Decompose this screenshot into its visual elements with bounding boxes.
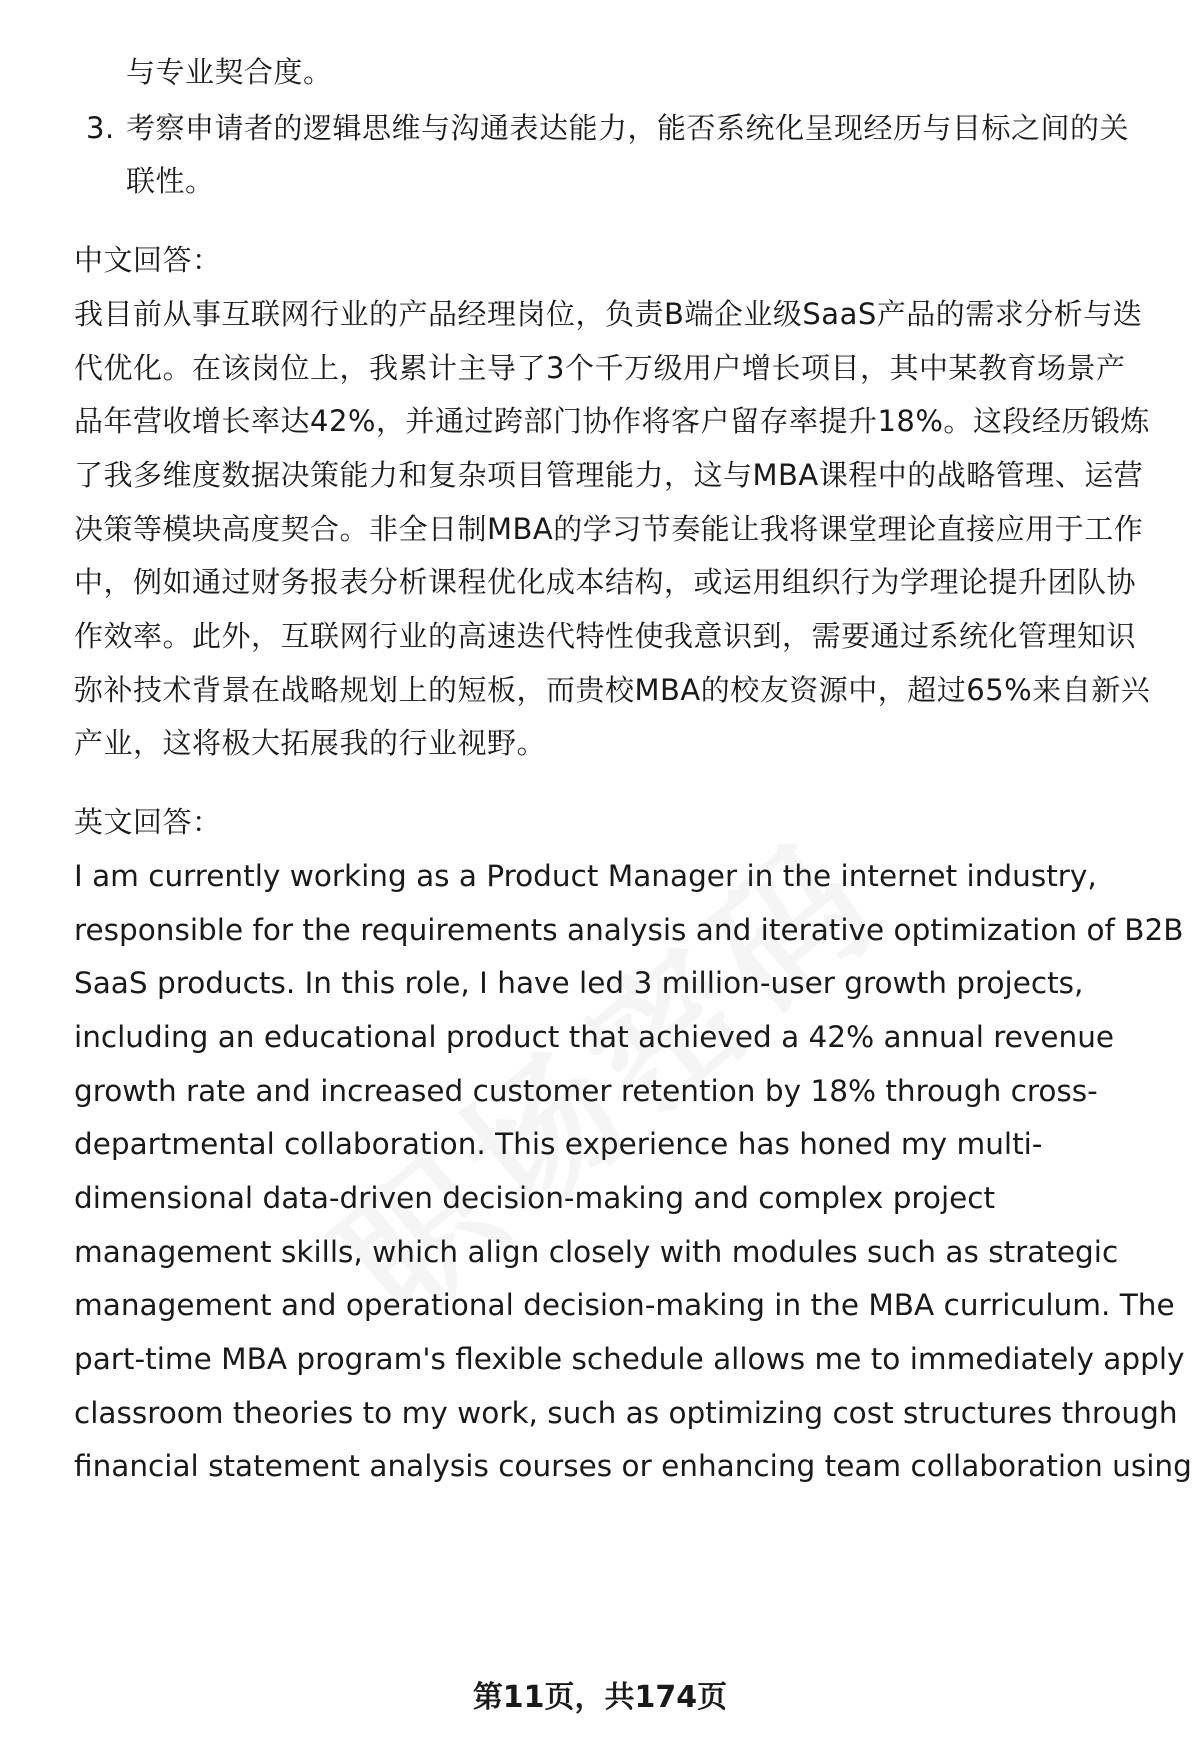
en-answer-line: departmental collaboration. This experience has honed my multi- [74,1127,1043,1161]
list-item-line: 联性。 [126,164,215,198]
en-answer-line: management skills, which align closely with modules such as strategic [74,1235,1119,1269]
en-answer-line: part-time MBA program's flexible schedule allows me to immediately apply [74,1342,1185,1376]
list-item-line: 考察申请者的逻辑思维与沟通表达能力，能否系统化呈现经历与目标之间的关 [126,111,1130,145]
cn-answer-line: 弥补技术背景在战略规划上的短板，而贵校MBA的校友资源中，超过65%来自新兴 [74,673,1151,707]
en-answer-line: management and operational decision-making in the MBA curriculum. The [74,1288,1175,1322]
en-answer-line: dimensional data-driven decision-making and complex project [74,1181,996,1215]
cn-answer-line: 了我多维度数据决策能力和复杂项目管理能力，这与MBA课程中的战略管理、运营 [74,458,1144,492]
cn-answer-heading: 中文回答： [74,243,222,277]
cn-answer-line: 作效率。此外，互联网行业的高速迭代特性使我意识到，需要通过系统化管理知识 [74,619,1137,653]
en-answer-heading: 英文回答： [74,805,222,839]
en-answer-line: financial statement analysis courses or enhancing team collaboration using [74,1449,1192,1483]
list-item-number: 3. [86,111,115,145]
en-answer-line: growth rate and increased customer retention by 18% through cross- [74,1074,1098,1108]
en-answer-line: including an educational product that achieved a 42% annual revenue [74,1020,1115,1054]
en-answer-line: I am currently working as a Product Manager in the internet industry, [74,859,1097,893]
en-answer-line: classroom theories to my work, such as optimizing cost structures through [74,1396,1178,1430]
cn-answer-line: 代优化。在该岗位上，我累计主导了3个千万级用户增长项目，其中某教育场景产 [74,351,1126,385]
page-number-footer: 第11页，共174页 [472,1680,728,1715]
en-answer-line: responsible for the requirements analysis and iterative optimization of B2B [74,913,1184,947]
cn-answer-line: 品年营收增长率达42%，并通过跨部门协作将客户留存率提升18%。这段经历锻炼 [74,404,1150,438]
cn-answer-line: 我目前从事互联网行业的产品经理岗位，负责B端企业级SaaS产品的需求分析与迭 [74,297,1143,331]
intro-tail-line: 与专业契合度。 [126,55,333,89]
cn-answer-line: 产业，这将极大拓展我的行业视野。 [74,726,547,760]
en-answer-line: SaaS products. In this role, I have led 3 million-user growth projects, [74,966,1084,1000]
cn-answer-line: 中，例如通过财务报表分析课程优化成本结构，或运用组织行为学理论提升团队协 [74,565,1137,599]
cn-answer-line: 决策等模块高度契合。非全日制MBA的学习节奏能让我将课堂理论直接应用于工作 [74,512,1144,546]
